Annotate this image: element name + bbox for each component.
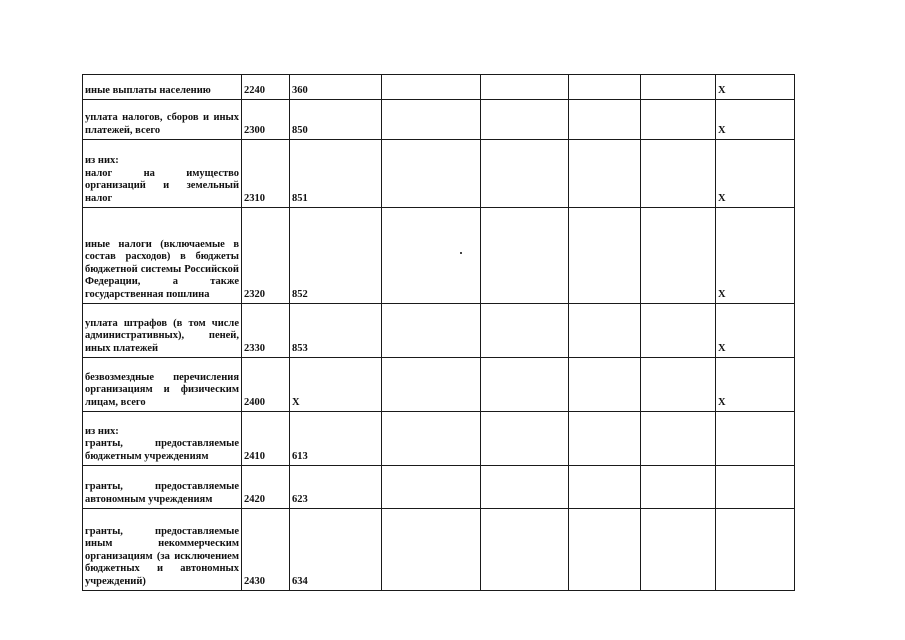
row-empty-cell — [481, 208, 569, 304]
row-name-cell — [83, 75, 242, 100]
table-row — [83, 466, 795, 509]
row-mark-cell — [716, 509, 795, 591]
row-empty-cell — [569, 358, 641, 412]
row-mark-cell: Х — [716, 140, 795, 208]
row-name-text: безвозмездные перечисления организациям и физическим лицам, всего — [85, 371, 239, 408]
table-row — [83, 358, 795, 412]
row-code-cell: 2400 — [242, 358, 290, 412]
row-empty-cell — [569, 412, 641, 466]
row-classifier-cell: 850 — [290, 100, 382, 140]
table-row — [83, 140, 795, 208]
row-name-text: гранты, предоставляемые иным некоммерческим организациям (за исключением бюджетных и автономных учреждений) — [85, 525, 239, 587]
row-empty-cell — [382, 466, 481, 509]
row-mark-cell: Х — [716, 358, 795, 412]
row-name-cell — [83, 358, 242, 412]
row-classifier-cell: 852 — [290, 208, 382, 304]
row-classifier-cell: 634 — [290, 509, 382, 591]
row-code-cell: 2420 — [242, 466, 290, 509]
table-row — [83, 304, 795, 358]
expenditure-table — [82, 74, 795, 591]
row-name-cell — [83, 208, 242, 304]
row-name-cell — [83, 509, 242, 591]
row-empty-cell — [382, 75, 481, 100]
row-empty-cell — [382, 412, 481, 466]
row-code-cell: 2330 — [242, 304, 290, 358]
row-mark-cell: Х — [716, 75, 795, 100]
row-empty-cell — [641, 100, 716, 140]
row-name-text: уплата налогов, сборов и иных платежей, всего — [85, 112, 239, 136]
row-name-text: гранты, предоставляемые автономным учреждениям — [85, 481, 239, 505]
row-empty-cell — [481, 358, 569, 412]
row-empty-cell — [569, 466, 641, 509]
row-classifier-cell: 853 — [290, 304, 382, 358]
row-mark-cell: Х — [716, 208, 795, 304]
row-classifier-cell: 360 — [290, 75, 382, 100]
row-empty-cell — [382, 358, 481, 412]
row-empty-cell — [481, 100, 569, 140]
row-empty-cell — [382, 140, 481, 208]
row-code-cell: 2430 — [242, 509, 290, 591]
row-empty-cell — [641, 509, 716, 591]
row-mark-cell — [716, 412, 795, 466]
row-code-cell: 2240 — [242, 75, 290, 100]
row-name-text: иные налоги (включаемые в состав расходов) в бюджеты бюджетной системы Российской Федерации, а также государственная пошлина — [85, 238, 239, 300]
row-code-cell: 2320 — [242, 208, 290, 304]
table-row — [83, 208, 795, 304]
row-empty-cell — [569, 75, 641, 100]
row-empty-cell — [569, 208, 641, 304]
row-classifier-cell: Х — [290, 358, 382, 412]
row-name-cell — [83, 412, 242, 466]
row-empty-cell — [481, 75, 569, 100]
row-name-cell — [83, 466, 242, 509]
table-row — [83, 509, 795, 591]
row-empty-cell — [481, 304, 569, 358]
row-empty-cell — [382, 304, 481, 358]
row-name-text: уплата штрафов (в том числе административных), пеней, иных платежей — [85, 317, 239, 354]
row-classifier-cell: 851 — [290, 140, 382, 208]
row-name-cell — [83, 304, 242, 358]
row-mark-cell — [716, 466, 795, 509]
table-body — [83, 75, 795, 591]
row-empty-cell — [641, 466, 716, 509]
row-code-cell: 2300 — [242, 100, 290, 140]
row-empty-cell — [481, 466, 569, 509]
row-code-cell: 2310 — [242, 140, 290, 208]
row-empty-cell — [641, 412, 716, 466]
row-empty-cell — [481, 509, 569, 591]
row-empty-cell — [641, 140, 716, 208]
row-mark-cell: Х — [716, 304, 795, 358]
row-empty-cell — [641, 358, 716, 412]
row-empty-cell — [382, 208, 481, 304]
table-row — [83, 75, 795, 100]
budget-table-sheet — [82, 74, 794, 591]
row-empty-cell — [382, 100, 481, 140]
table-row — [83, 100, 795, 140]
row-empty-cell — [641, 208, 716, 304]
row-name-cell — [83, 100, 242, 140]
row-name-cell — [83, 140, 242, 208]
row-name-text: из них: гранты, предоставляемые бюджетным учреждениям — [85, 425, 239, 462]
row-name-text: из них: налог на имущество организаций и земельный налог — [85, 155, 239, 204]
row-empty-cell — [481, 412, 569, 466]
row-name-text: иные выплаты населению — [85, 84, 211, 96]
row-classifier-cell: 613 — [290, 412, 382, 466]
table-row — [83, 412, 795, 466]
scan-speck — [460, 252, 462, 254]
row-empty-cell — [641, 304, 716, 358]
row-mark-cell: Х — [716, 100, 795, 140]
row-empty-cell — [569, 100, 641, 140]
row-classifier-cell: 623 — [290, 466, 382, 509]
row-empty-cell — [481, 140, 569, 208]
row-code-cell: 2410 — [242, 412, 290, 466]
row-empty-cell — [641, 75, 716, 100]
row-empty-cell — [569, 140, 641, 208]
row-empty-cell — [569, 304, 641, 358]
row-empty-cell — [382, 509, 481, 591]
row-empty-cell — [569, 509, 641, 591]
